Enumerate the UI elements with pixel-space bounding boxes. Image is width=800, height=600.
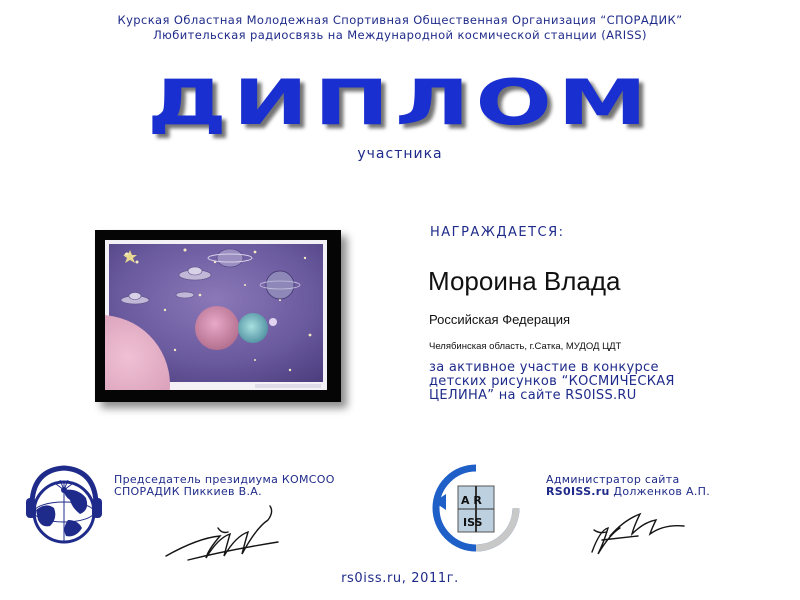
right-signature xyxy=(580,500,700,564)
recipient-organization: Челябинская область, г.Сатка, МУДОД ЦДТ xyxy=(429,341,622,352)
award-reason-line: детских рисунков “КОСМИЧЕСКАЯ xyxy=(429,374,675,389)
ariss-logo-bottom-text: ISS xyxy=(463,516,483,529)
left-signatory-name: СПОРАДИК Пиккиев В.А. xyxy=(114,485,262,498)
award-reason xyxy=(429,361,769,403)
awarded-label: НАГРАЖДАЕТСЯ: xyxy=(430,225,565,240)
right-signatory-name xyxy=(546,486,710,498)
organization-subheader: Любительская радиосвязь на Международной космической станции (ARISS) xyxy=(153,28,647,42)
recipient-country: Российская Федерация xyxy=(429,312,571,327)
footer-site-year: rs0iss.ru, 2011г. xyxy=(341,571,459,586)
left-signature xyxy=(158,498,298,568)
globe-headphones-logo xyxy=(24,462,104,554)
award-reason-line: за активное участие в конкурсе xyxy=(429,360,659,375)
space-drawing-image xyxy=(105,240,327,390)
drawing-frame xyxy=(95,230,341,402)
diploma-title: ДИПЛОМ xyxy=(147,66,653,139)
ariss-logo xyxy=(432,464,524,552)
site-name: RS0ISS.ru xyxy=(546,485,610,498)
right-signatory-title: Администратор сайта xyxy=(546,473,680,486)
recipient-name: Мороина Влада xyxy=(428,266,621,296)
diploma-subtitle: участника xyxy=(357,146,443,162)
award-reason-line: ЦЕЛИНА” на сайте RS0ISS.RU xyxy=(429,388,637,403)
right-signatory-surname: Долженков А.П. xyxy=(609,485,710,498)
left-signatory-title: Председатель президиума КОМСОО xyxy=(114,473,335,486)
ariss-logo-top-text: A R xyxy=(461,494,482,507)
organization-header: Курская Областная Молодежная Спортивная Общественная Организация “СПОРАДИК” xyxy=(117,13,683,27)
